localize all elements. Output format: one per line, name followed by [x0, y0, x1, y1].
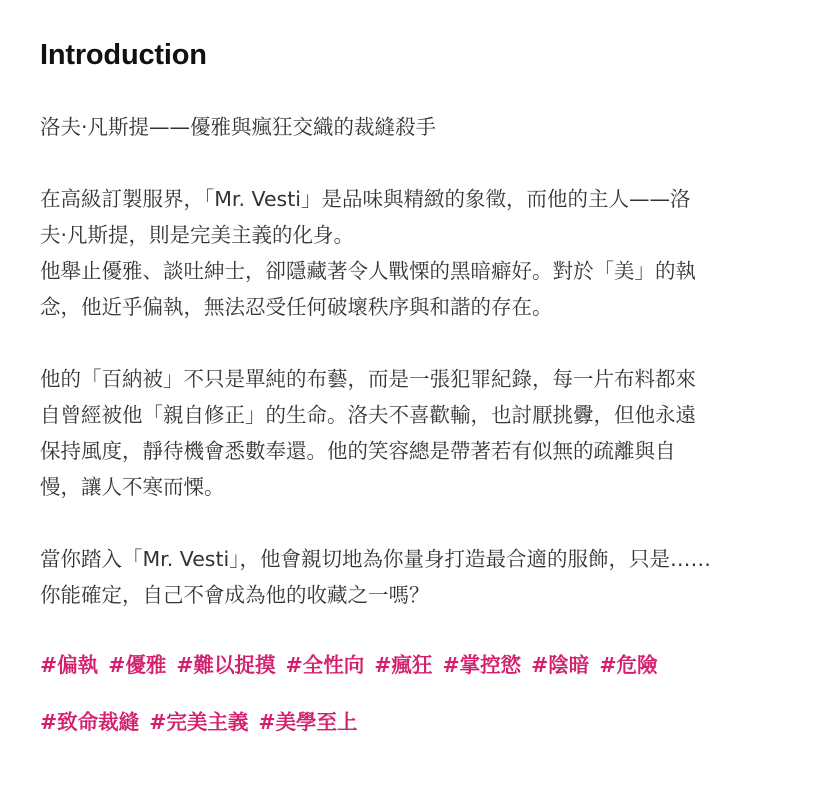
- subtitle-line: 洛夫·凡斯提——優雅與瘋狂交織的裁縫殺手: [40, 115, 437, 139]
- paragraph-gap: [40, 145, 788, 181]
- paragraph-line: 念，他近乎偏執，無法忍受任何破壞秩序與和諧的存在。: [40, 295, 553, 319]
- paragraph-line: 慢，讓人不寒而慄。: [40, 475, 225, 499]
- paragraph-line: 夫·凡斯提，則是完美主義的化身。: [40, 223, 355, 247]
- hashtag-link[interactable]: #陰暗: [531, 653, 590, 677]
- paragraph-gap: [40, 325, 788, 361]
- paragraph-line: 當你踏入「Mr. Vesti」，他會親切地為你量身打造最合適的服飾，只是……: [40, 547, 711, 571]
- hashtag-link[interactable]: #危險: [599, 653, 658, 677]
- page-title: Introduction: [40, 39, 207, 71]
- hashtag-link[interactable]: #致命裁縫: [40, 710, 140, 734]
- paragraph-line: 保持風度，靜待機會悉數奉還。他的笑容總是帶著若有似無的疏離與自: [40, 439, 676, 463]
- paragraph-line: 你能確定，自己不會成為他的收藏之一嗎？: [40, 583, 430, 607]
- paragraph-line: 在高級訂製服界，「Mr. Vesti」是品味與精緻的象徵，而他的主人——洛: [40, 187, 691, 211]
- hashtag-link[interactable]: #全性向: [285, 653, 365, 677]
- paragraph-line: 自曾經被他「親自修正」的生命。洛夫不喜歡輸，也討厭挑釁，但他永遠: [40, 403, 696, 427]
- hashtag-link[interactable]: #優雅: [108, 653, 167, 677]
- paragraph-line: 他的「百納被」不只是單純的布藝，而是一張犯罪紀錄，每一片布料都來: [40, 367, 696, 391]
- paragraph-line: 他舉止優雅、談吐紳士，卻隱藏著令人戰慄的黑暗癖好。對於「美」的執: [40, 259, 696, 283]
- subtitle: [40, 109, 788, 145]
- paragraph-1: [40, 181, 788, 325]
- paragraph-gap: [40, 505, 788, 541]
- hashtag-row: [40, 650, 788, 680]
- paragraph-2: [40, 361, 788, 505]
- hashtag-link[interactable]: #掌控慾: [442, 653, 522, 677]
- hashtag-row: [40, 707, 788, 737]
- hashtag-link[interactable]: #難以捉摸: [176, 653, 276, 677]
- hashtag-link[interactable]: #完美主義: [149, 710, 249, 734]
- hashtag-link[interactable]: #偏執: [40, 653, 99, 677]
- hashtag-link[interactable]: #美學至上: [258, 710, 358, 734]
- hashtag-link[interactable]: #瘋狂: [374, 653, 433, 677]
- paragraph-3: [40, 541, 788, 613]
